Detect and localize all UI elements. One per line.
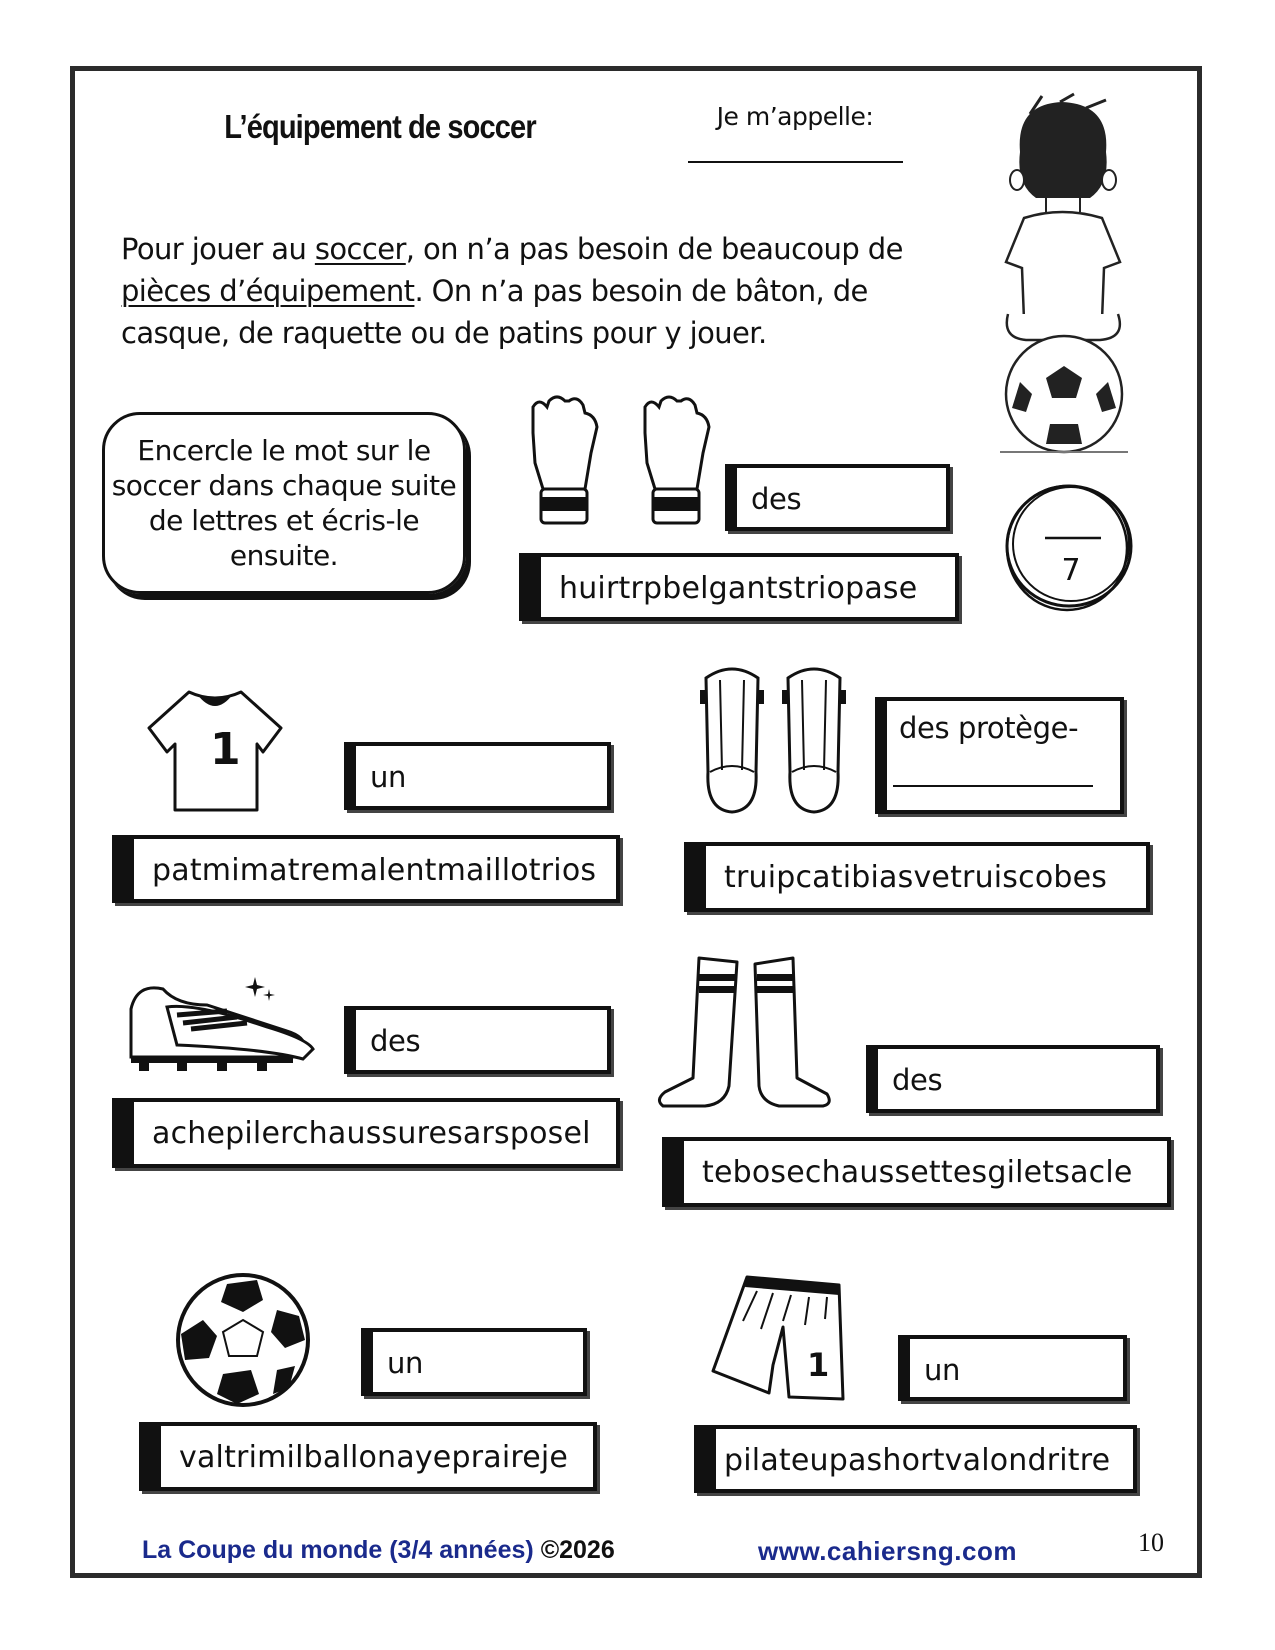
intro-underlined-equipment: pièces d’équipement xyxy=(121,274,415,308)
letter-string-text: pilateupashortvalondritre xyxy=(724,1443,1111,1478)
page-number: 10 xyxy=(1138,1528,1164,1557)
score-circle xyxy=(1001,478,1137,614)
intro-text-1: Pour jouer au xyxy=(121,232,315,266)
letter-string-text: valtrimilballonayepraireje xyxy=(179,1440,569,1475)
instruction-box: Encercle le mot sur le soccer dans chaque suite de lettres et écris-le ensuite. xyxy=(102,412,466,594)
boy-on-ball-illustration xyxy=(990,94,1138,456)
cleats-icon xyxy=(117,975,323,1079)
socks-icon xyxy=(655,954,838,1113)
answer-box-ball[interactable] xyxy=(361,1328,587,1396)
letter-string-cleats[interactable] xyxy=(112,1098,620,1168)
name-label: Je m’appelle: xyxy=(716,102,874,131)
jersey-number: 1 xyxy=(210,724,241,775)
goalkeeper-gloves-icon xyxy=(519,393,723,529)
letter-string-text: tebosechaussettesgiletsacle xyxy=(702,1155,1133,1190)
answer-box-shorts[interactable] xyxy=(898,1335,1127,1401)
shin-guards-icon xyxy=(692,660,854,817)
answer-article: des xyxy=(370,1024,421,1058)
answer-article: des xyxy=(892,1063,943,1097)
letter-string-shorts[interactable] xyxy=(694,1425,1137,1493)
letter-string-text: truipcatibiasvetruiscobes xyxy=(724,860,1108,895)
shorts-number: 1 xyxy=(807,1346,830,1384)
soccer-ball-icon xyxy=(173,1270,312,1409)
shorts-icon xyxy=(713,1271,849,1404)
footer-series-title: La Coupe du monde (3/4 années) xyxy=(142,1536,534,1564)
intro-text-2: , on n’a pas besoin de beaucoup de xyxy=(405,232,903,266)
letter-string-ball[interactable] xyxy=(139,1422,597,1491)
page-title: L’équipement de soccer xyxy=(224,108,536,145)
answer-article: un xyxy=(387,1346,423,1380)
answer-box-shin-guards[interactable] xyxy=(875,697,1124,814)
answer-article: des protège- xyxy=(899,711,1079,745)
letter-string-shin-guards[interactable] xyxy=(684,842,1150,912)
letter-string-text: patmimatremalentmaillotrios xyxy=(152,853,597,888)
answer-article: un xyxy=(370,760,406,794)
letter-string-gloves[interactable] xyxy=(519,553,959,621)
name-input-line[interactable] xyxy=(688,161,903,163)
answer-article: des xyxy=(751,482,802,516)
answer-blank-line xyxy=(893,785,1093,787)
answer-box-gloves[interactable] xyxy=(725,464,950,531)
letter-string-text: huirtrpbelgantstriopase xyxy=(559,571,918,606)
footer-website-link[interactable]: www.cahiersng.com xyxy=(758,1536,1017,1566)
footer-series xyxy=(142,1536,615,1565)
footer-copyright: ©2026 xyxy=(540,1536,615,1564)
intro-underlined-soccer: soccer xyxy=(314,232,406,266)
letter-string-text: achepilerchaussuresarsposel xyxy=(152,1116,591,1151)
answer-article: un xyxy=(924,1353,960,1387)
letter-string-socks[interactable] xyxy=(662,1137,1171,1207)
answer-box-jersey[interactable] xyxy=(344,742,611,810)
answer-box-cleats[interactable] xyxy=(344,1006,611,1074)
intro-text-3: . On n’a pas besoin de bâton, de casque, de raquette ou de patins pour y jouer. xyxy=(121,274,868,350)
intro-paragraph xyxy=(121,228,941,354)
answer-box-socks[interactable] xyxy=(866,1045,1160,1113)
letter-string-jersey[interactable] xyxy=(112,835,620,903)
score-total: 7 xyxy=(1061,553,1081,588)
